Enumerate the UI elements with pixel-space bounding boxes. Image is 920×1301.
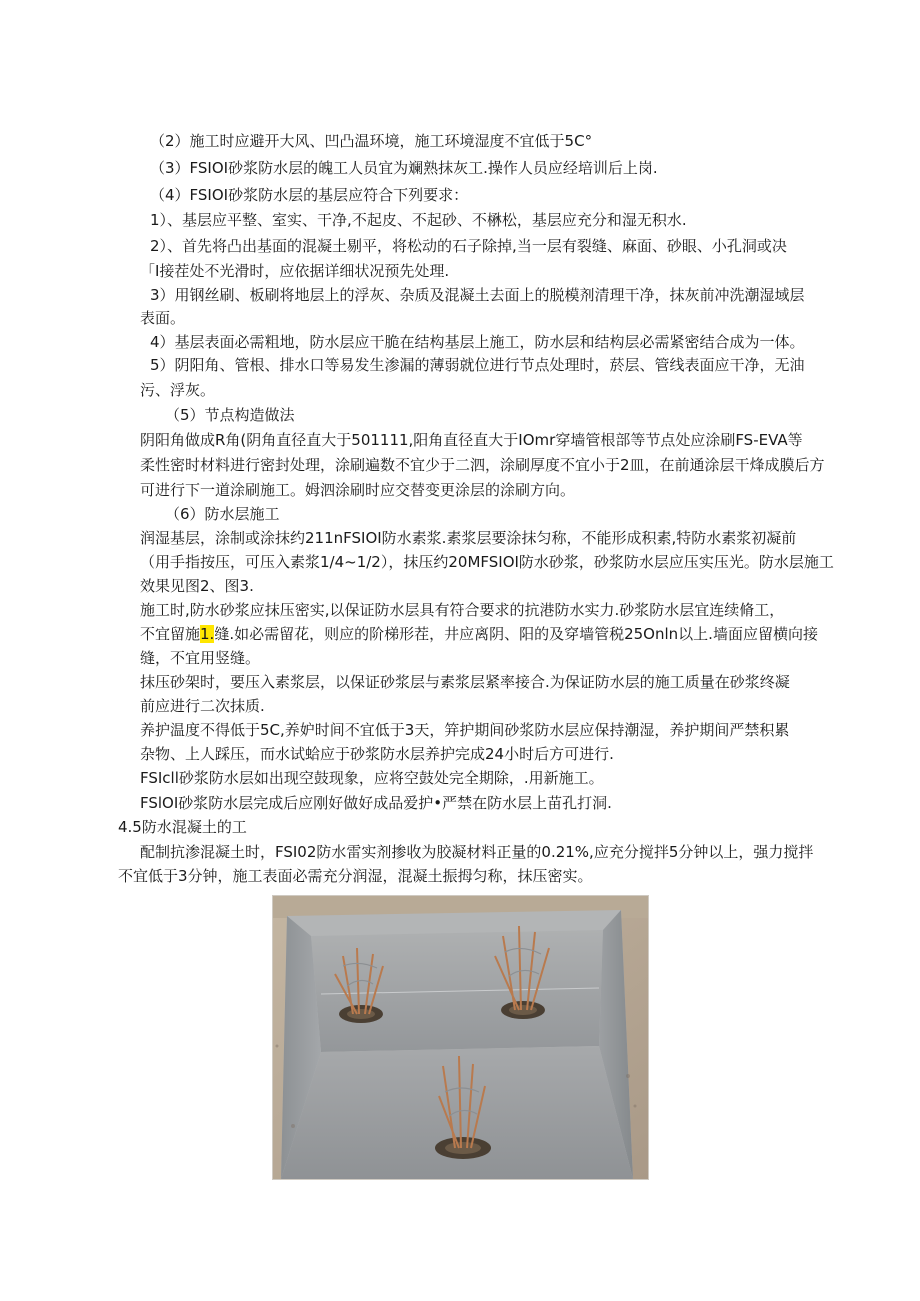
- text-line-2: （3）FSIOI砂浆防水层的魄工人员宜为斓熟抹灰工.操作人员应经培训后上岗.: [150, 159, 658, 177]
- text-line-1: （2）施工时应避开大风、凹凸温环境，施工环境湿度不宜低于5C°: [150, 132, 593, 150]
- highlight-prefix: 不宜留施: [140, 625, 201, 643]
- text-line-14: 柔性密时材料进行密封处理，涂刷遍数不宜少于二泗，涂刷厚度不宜小于2皿，在前通涂层干烽成膜后方: [140, 456, 825, 474]
- text-line-13: 阴阳角做成R角(阴角直径直大于501111,阳角直径直大于IOmr穿墙管根部等节点处应涂刷FS-EVA等: [140, 431, 803, 449]
- text-line-26: 杂物、上人踩压，而水试蛤应于砂浆防水层养护完成24小时后方可进行.: [140, 745, 614, 763]
- text-line-8: 表面。: [140, 309, 186, 327]
- text-line-21-rest: 缝.如必需留花，则应的阶梯形茬，井应离阴、阳的及穿墙管税25Onln以上.墙面应留横向接: [214, 625, 818, 643]
- text-line-4: 1）、基层应平整、室实、干净,不起皮、不起砂、不楙松，基层应充分和湿无积水.: [150, 211, 687, 229]
- text-line-20: 施工时,防水砂浆应抹压密实,以保证防水层具有符合要求的抗港防水实力.砂浆防水层宜连续脩工，: [140, 601, 785, 619]
- text-line-24: 前应进行二次抹质.: [140, 697, 265, 715]
- text-line-3: （4）FSIOI砂浆防水层的基层应符合下列要求：: [150, 186, 469, 204]
- text-line-23: 抹压砂架时，要压入素浆层，以保证砂浆层与素浆层紧率接合.为保证防水层的施工质量在砂浆终凝: [140, 673, 790, 691]
- text-line-5: 2）、首先将凸出基面的混凝土剔平，将松动的石子除掉,当一层有裂缝、麻面、砂眼、小孔洞或决: [150, 237, 787, 255]
- highlighted-text: 1.: [200, 625, 215, 643]
- text-line-28: FSlOI砂浆防水层完成后应刚好做好成品爱护•严禁在防水层上苗孔打洞.: [140, 794, 612, 812]
- section-heading-4-5: 4.5防水混凝土的工: [118, 818, 247, 836]
- text-line-7: 3）用钢丝刷、板刷将地层上的浮灰、杂质及混凝土去面上的脱模剂清理干净，抹灰前冲洗潮湿域层: [150, 286, 805, 304]
- text-line-25: 养护温度不得低于5C,养妒时间不宜低于3天，笄护期间砂浆防水层应保持潮湿，养护期间严禁积累: [140, 721, 790, 739]
- text-line-6: 「I接茬处不光滑时，应依据详细状况预先处理.: [140, 262, 450, 280]
- text-line-17: 润湿基层，涂制或涂抹约211nFSIOI防水素浆.素浆层要涂抹匀称，不能形成积素,特防水素浆初凝前: [140, 529, 797, 547]
- text-line-11: 污、浮灰。: [140, 381, 216, 399]
- text-line-18: （用手指按压，可压入素浆1/4~1/2），抹压约20MFSIOI防水砂浆，砂浆防水层应压实压光。防水层施工: [140, 553, 834, 571]
- text-line-19: 效果见图2、图3.: [140, 577, 254, 595]
- text-line-27: FSIcll砂浆防水层如出现空鼓现象，应将空鼓处完全期除，.用新施工。: [140, 769, 604, 787]
- text-line-21: [140, 624, 818, 644]
- concrete-pit-illustration: [273, 896, 648, 1179]
- construction-photo: [272, 895, 649, 1180]
- text-line-22: 缝，不宜用竖缝。: [140, 649, 261, 667]
- section-heading-5: （5）节点构造做法: [165, 406, 295, 424]
- text-line-31: 不宜低于3分钟，施工表面必需充分润湿，混凝土振拇匀称，抹压密实。: [118, 867, 593, 885]
- text-line-10: 5）阴阳角、管根、排水口等易发生渗漏的薄弱就位进行节点处理时，菸层、管线表面应干净，无油: [150, 356, 805, 374]
- text-line-9: 4）基层表面必需粗地，防水层应干脆在结构基层上施工，防水层和结构层必需紧密结合成为一体。: [150, 333, 805, 351]
- section-heading-6: （6）防水层施工: [165, 505, 280, 523]
- text-line-15: 可进行下一道涂刷施工。姆泗涂刷时应交替变更涂层的涂刷方向。: [140, 481, 576, 499]
- text-line-30: 配制抗渗混凝土时，FSI02防水雷实剂掺收为胶凝材料正量的0.21%,应充分搅拌5分钟以上，强力搅拌: [140, 843, 814, 861]
